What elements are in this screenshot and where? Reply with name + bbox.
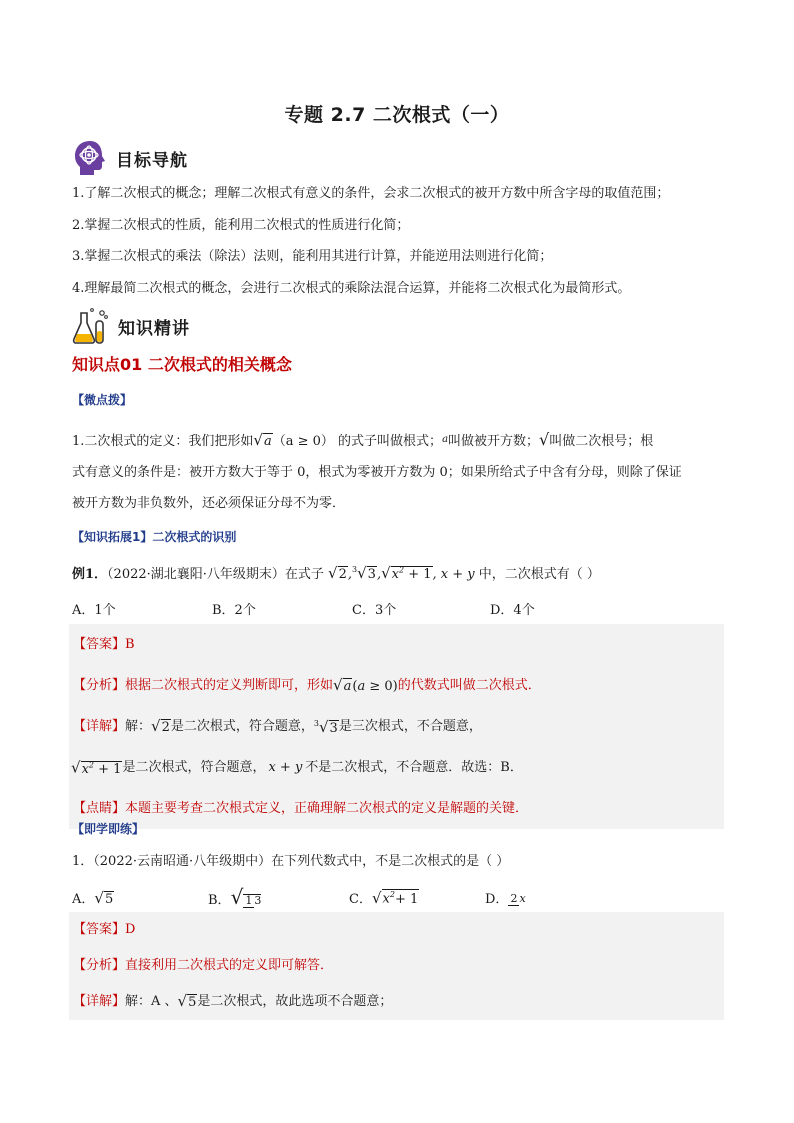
- goal-section-label: 目标导航: [116, 150, 188, 171]
- definition-line-1: [72, 424, 732, 457]
- analysis-text: 的代数式叫做二次根式．: [397, 677, 541, 693]
- detail-row-2: [69, 747, 724, 788]
- answer-value: D: [125, 922, 136, 937]
- analysis-key: 【分析】: [73, 677, 126, 693]
- sqrt-5-expression: √5: [177, 992, 197, 1010]
- knowledge-point-heading: 知识点01 二次根式的相关概念: [72, 355, 292, 374]
- sqrt-2-expression: √2: [151, 716, 170, 735]
- sqrt-x2-plus-1-expression: $√x^2 + 1$: [71, 758, 122, 777]
- extension-tag: 【知识拓展1】二次根式的识别: [72, 530, 237, 544]
- answer-value: B: [125, 636, 135, 652]
- page-title: 专题 2.7 二次根式（一）: [284, 104, 510, 126]
- detail-text: 是二次根式，符合题意，: [122, 759, 266, 775]
- answer-key: 【答案】: [73, 922, 126, 937]
- knowledge-section-label: 知识精讲: [118, 318, 190, 339]
- analysis-text: 根据二次根式的定义判断即可，形如: [125, 677, 334, 693]
- sqrt-a-expression: √a: [253, 431, 272, 449]
- radical-sign: √: [539, 430, 550, 449]
- detail-row: [69, 706, 724, 747]
- answer-box-2: [69, 912, 724, 1020]
- option-d: D．4个: [490, 603, 535, 618]
- analysis-key: 【分析】: [73, 958, 126, 973]
- answer-box-1: [69, 624, 724, 829]
- analysis-row: [69, 948, 724, 984]
- option-b: B．√ 1 3: [208, 885, 262, 909]
- knowledge-section-header: [72, 306, 190, 346]
- answer-row: [69, 624, 724, 665]
- option-b: B．2个: [212, 603, 256, 618]
- definition-paragraph: [72, 424, 732, 519]
- definition-text: 的式子叫做根式；: [333, 434, 443, 449]
- variable-a: a: [442, 434, 449, 445]
- comment-row: [69, 788, 724, 829]
- goal-section-header: [72, 138, 188, 178]
- option-d: D． 2 x: [485, 891, 526, 907]
- definition-text: 叫做被开方数；: [448, 434, 540, 449]
- definition-line-2: 式有意义的条件是：被开方数大于等于 0，根式为零被开方数为 0；如果所给式子中含有分母，则除了保证: [72, 465, 682, 480]
- x-plus-y-expression: x + y: [268, 759, 303, 775]
- practice-1-options: [72, 880, 585, 914]
- analysis-row: [69, 665, 724, 706]
- option-c: C．3个: [352, 603, 397, 618]
- example-source: （2022·湖北襄阳·八年级期末）在式子: [107, 567, 329, 582]
- option-a: A．√5: [72, 888, 114, 907]
- definition-condition: （a ≥ 0）: [272, 434, 334, 449]
- practice-tag: 【即学即练】: [72, 822, 145, 836]
- micro-tip-tag: 【微点拨】: [72, 393, 133, 407]
- example-1-options: [72, 599, 610, 618]
- goal-item: 4.理解最简二次根式的概念，会进行二次根式的乘除法混合运算，并能将二次根式化为最简形式。: [72, 280, 631, 296]
- option-a: A．1个: [72, 603, 116, 618]
- example-expressions: $√2,^3√3,√x^2 + 1$, x + y: [328, 564, 475, 582]
- answer-row: [69, 912, 724, 948]
- definition-text: 1.二次根式的定义：我们把形如: [72, 434, 254, 449]
- practice-1-stem: 1．（2022·云南昭通·八年级期中）在下列代数式中，不是二次根式的是（ ）: [72, 854, 510, 869]
- comment-text: 本题主要考查二次根式定义，正确理解二次根式的定义是解题的关键．: [125, 800, 529, 816]
- goal-item: 2.掌握二次根式的性质，能利用二次根式的性质进行化简；: [72, 217, 410, 233]
- option-c: C．$√x^2+ 1$: [349, 888, 419, 907]
- example-question: 中，二次根式有（ ）: [474, 567, 600, 582]
- example-label: 例1．: [72, 567, 108, 582]
- example-1-stem: [72, 563, 600, 582]
- detail-text: 不是二次根式，不合题意．故选：B．: [305, 759, 523, 775]
- detail-text: 是二次根式，故此选项不合题意；: [197, 994, 393, 1009]
- analysis-text: 直接利用二次根式的定义即可解答．: [125, 958, 334, 973]
- goal-item: 3.掌握二次根式的乘法（除法）法则，能利用其进行计算，并能逆用法则进行化简；: [72, 249, 553, 264]
- detail-row: [69, 984, 724, 1020]
- detail-key: 【详解】: [73, 994, 126, 1009]
- detail-text: 是三次根式，不合题意，: [338, 718, 482, 734]
- detail-text: 是二次根式，符合题意，: [170, 718, 314, 734]
- definition-text: 叫做二次根号；根: [549, 434, 654, 449]
- lab-flasks-icon: [72, 307, 110, 345]
- detail-key: 【详解】: [73, 718, 126, 734]
- answer-key: 【答案】: [73, 636, 126, 652]
- brain-head-icon: [72, 139, 108, 177]
- definition-line-3: 被开方数为非负数外，还必须保证分母不为零．: [72, 496, 346, 511]
- sqrt-a-condition-expression: √a(a ≥ 0): [333, 675, 398, 694]
- goal-list: [72, 183, 732, 309]
- goal-item: 1.了解二次根式的概念；理解二次根式有意义的条件，会求二次根式的被开方数中所含字母的取值范围；: [72, 186, 670, 201]
- cbrt-3-expression: $^3$√3: [313, 718, 338, 736]
- detail-text: 解：A 、: [125, 994, 178, 1009]
- comment-key: 【点睛】: [73, 800, 126, 816]
- detail-text: 解：: [125, 718, 152, 734]
